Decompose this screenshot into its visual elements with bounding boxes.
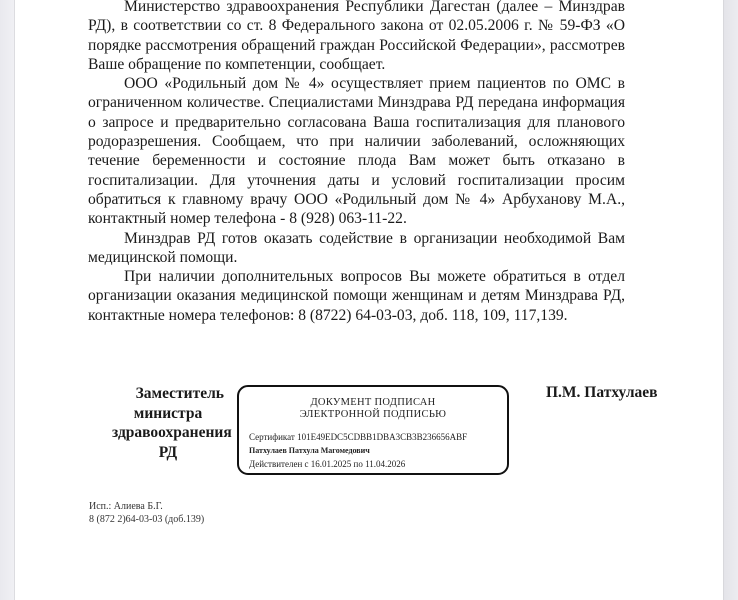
executor-name: Исп.: Алиева Б.Г. bbox=[89, 501, 163, 512]
stamp-holder: Патхулаев Патхула Магомедович bbox=[249, 446, 370, 455]
e-signature-stamp bbox=[237, 385, 509, 475]
signatory-title-line: здравоохранения bbox=[112, 424, 232, 441]
stamp-heading-line2: ЭЛЕКТРОННОЙ ПОДПИСЬЮ bbox=[299, 409, 447, 420]
executor-info bbox=[89, 500, 204, 526]
paragraph-assistance: Минздрав РД готов оказать содействие в организации необходимой Вам медицинской помощи. bbox=[88, 229, 625, 266]
stamp-certificate: Сертификат 101E49EDC5CDBB1DBA3CB3B236656ABF bbox=[249, 432, 468, 442]
paragraph-contacts: При наличии дополнительных вопросов Вы можете обратиться в отдел организации оказания медицинской помощи женщинам и детям Минздрава РД, контактные номера телефонов: 8 (8722) 64-03-03, доб. 118, 109, 117,139. bbox=[88, 268, 625, 324]
signatory-title-line: Заместитель bbox=[135, 385, 224, 402]
viewer-right-margin bbox=[723, 0, 738, 600]
executor-phone: 8 (872 2)64-03-03 (доб.139) bbox=[89, 514, 205, 525]
paragraph-maternity-hospital: ООО «Родильный дом № 4» осуществляет прием пациентов по ОМС в ограниченном количестве. Специалистами Минздрава РД передана информация о запросе и предварительно согласована Ваша госпитализация для планового родоразрешения. Сообщаем, что при наличии заболеваний, осложняющих течение беременности и состояние плода Вам может быть отказано в госпитализации. Для уточнения даты и условий госпитализации просим обратиться к главному врачу ООО «Родильный дом № 4» Арбуханову М.А., контактный номер телефона - 8 (928) 063-11-22. bbox=[88, 75, 625, 228]
viewer-left-margin bbox=[0, 0, 15, 600]
signatory-title-line: РД bbox=[158, 443, 178, 461]
stamp-validity: Действителен с 16.01.2025 по 11.04.2026 bbox=[249, 459, 406, 469]
signatory-name: П.М. Патхулаев bbox=[546, 384, 658, 401]
signatory-title-line: министра bbox=[133, 404, 203, 422]
letter-body bbox=[88, 0, 625, 325]
stamp-heading-line1: ДОКУМЕНТ ПОДПИСАН bbox=[310, 397, 436, 408]
signatory-title bbox=[112, 384, 232, 462]
paragraph-intro: Министерство здравоохранения Республики Дагестан (далее – Минздрав РД), в соответствии со ст. 8 Федерального закона от 02.05.2006 г. № 59-ФЗ «О порядке рассмотрения обращений граждан Российской Федерации», рассмотрев Ваше обращение по компетенции, сообщает. bbox=[88, 0, 625, 73]
